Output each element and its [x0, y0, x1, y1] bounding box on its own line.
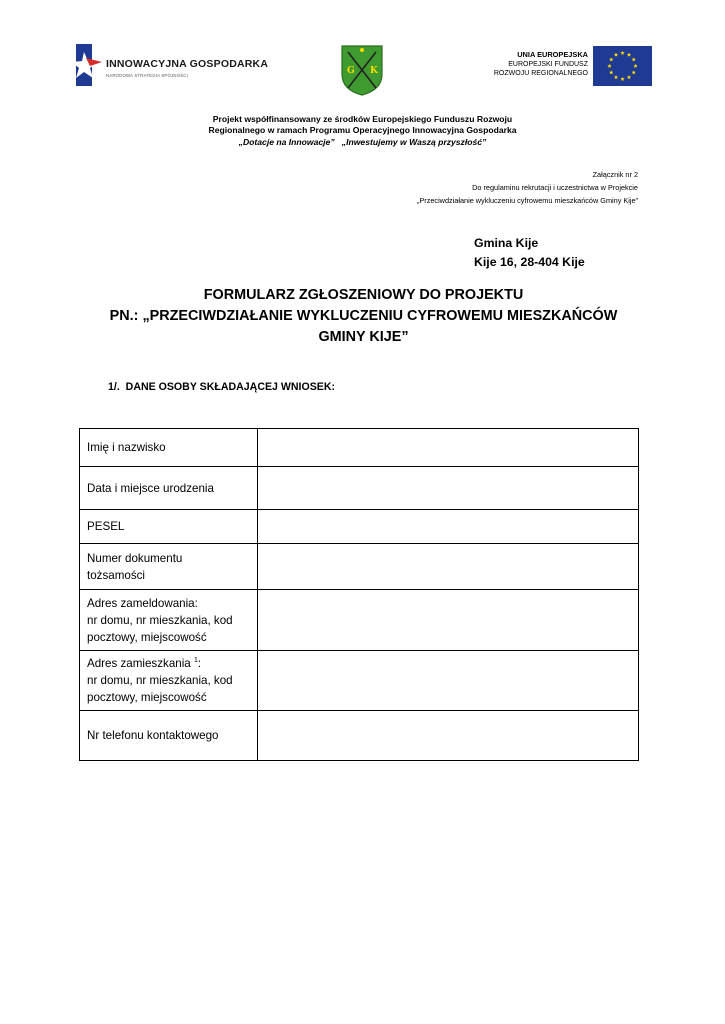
registered-address-field[interactable]: [258, 590, 639, 651]
funding-slogans: „Dotacje na Innowacje” „Inwestujemy w Waszą przyszłość”: [238, 136, 487, 147]
coat-letter-g: G: [347, 66, 355, 76]
table-row: [80, 651, 639, 711]
table-row: [80, 544, 639, 590]
ue-logo-text: [470, 50, 588, 79]
coat-letter-k: K: [370, 66, 378, 76]
funding-note: [150, 114, 575, 148]
section-heading: 1/. DANE OSOBY SKŁADAJĄCEJ WNIOSEK:: [108, 381, 336, 393]
id-document-field[interactable]: [258, 544, 639, 590]
addressee-block: [474, 234, 585, 272]
gmina-kije-coat-of-arms: [340, 44, 384, 96]
footnote-marker: 1: [193, 657, 198, 665]
form-title-line-3: GMINY KIJE”: [318, 329, 409, 345]
innowacyjna-gospodarka-logo: [76, 44, 276, 90]
full-name-field[interactable]: [258, 429, 639, 467]
coat-of-arms-icon: [340, 44, 384, 96]
eu-flag-logo: [593, 46, 652, 86]
ig-star-icon: [76, 44, 104, 90]
table-row: [80, 711, 639, 761]
funding-line-2: Regionalnego w ramach Programu Operacyjnego Innowacyjna Gospodarka: [208, 125, 517, 136]
form-title-line-1: FORMULARZ ZGŁOSZENIOWY DO PROJEKTU: [203, 287, 524, 303]
ue-logo-line2: EUROPEJSKI FUNDUSZ: [508, 61, 588, 68]
label-id-document: Numer dokumentu tożsamości: [80, 544, 258, 590]
table-row: [80, 429, 639, 467]
birth-date-place-field[interactable]: [258, 467, 639, 510]
label-residence-address: Adres zamieszkania $^1$: nr domu, nr mieszkania, kod pocztowy, miejscowość: [80, 651, 258, 711]
ig-logo-title: INNOWACYJNA GOSPODARKA: [106, 58, 269, 70]
addressee-address: Kije 16, 28-404 Kije: [474, 255, 585, 269]
form-title-line-2: PN.: „PRZECIWDZIAŁANIE WYKLUCZENIU CYFROWEMU MIESZKAŃCÓW: [109, 308, 618, 324]
label-birth-date-place: Data i miejsce urodzenia: [80, 467, 258, 510]
eu-flag-icon: [593, 46, 652, 86]
ue-logo-line3: ROZWOJU REGIONALNEGO: [493, 70, 588, 78]
table-row: [80, 510, 639, 544]
applicant-data-table: [79, 428, 639, 761]
addressee-name: Gmina Kije: [474, 236, 539, 250]
pesel-field[interactable]: [258, 510, 639, 544]
label-registered-address: Adres zameldowania: nr domu, nr mieszkania, kod pocztowy, miejscowość: [80, 590, 258, 651]
annex-number: Załącznik nr 2: [592, 170, 638, 179]
label-pesel: PESEL: [80, 510, 258, 544]
label-full-name: Imię i nazwisko: [80, 429, 258, 467]
table-row: [80, 590, 639, 651]
annex-regulation: Do regulaminu rekrutacji i uczestnictwa w Projekcie: [472, 183, 638, 192]
label-phone: Nr telefonu kontaktowego: [80, 711, 258, 761]
annex-project-name: „Przeciwdziałanie wykluczeniu cyfrowemu mieszkańców Gminy Kije”: [416, 196, 638, 205]
form-title: [80, 285, 647, 348]
ig-logo-subtitle: NARODOWA STRATEGIA SPÓJNOŚCI: [106, 73, 188, 78]
table-row: [80, 467, 639, 510]
residence-address-field[interactable]: [258, 651, 639, 711]
phone-field[interactable]: [258, 711, 639, 761]
annex-note: [330, 168, 638, 207]
ue-logo-line1: UNIA EUROPEJSKA: [517, 50, 588, 59]
funding-line-1: Projekt współfinansowany ze środków Europejskiego Funduszu Rozwoju: [212, 114, 513, 124]
